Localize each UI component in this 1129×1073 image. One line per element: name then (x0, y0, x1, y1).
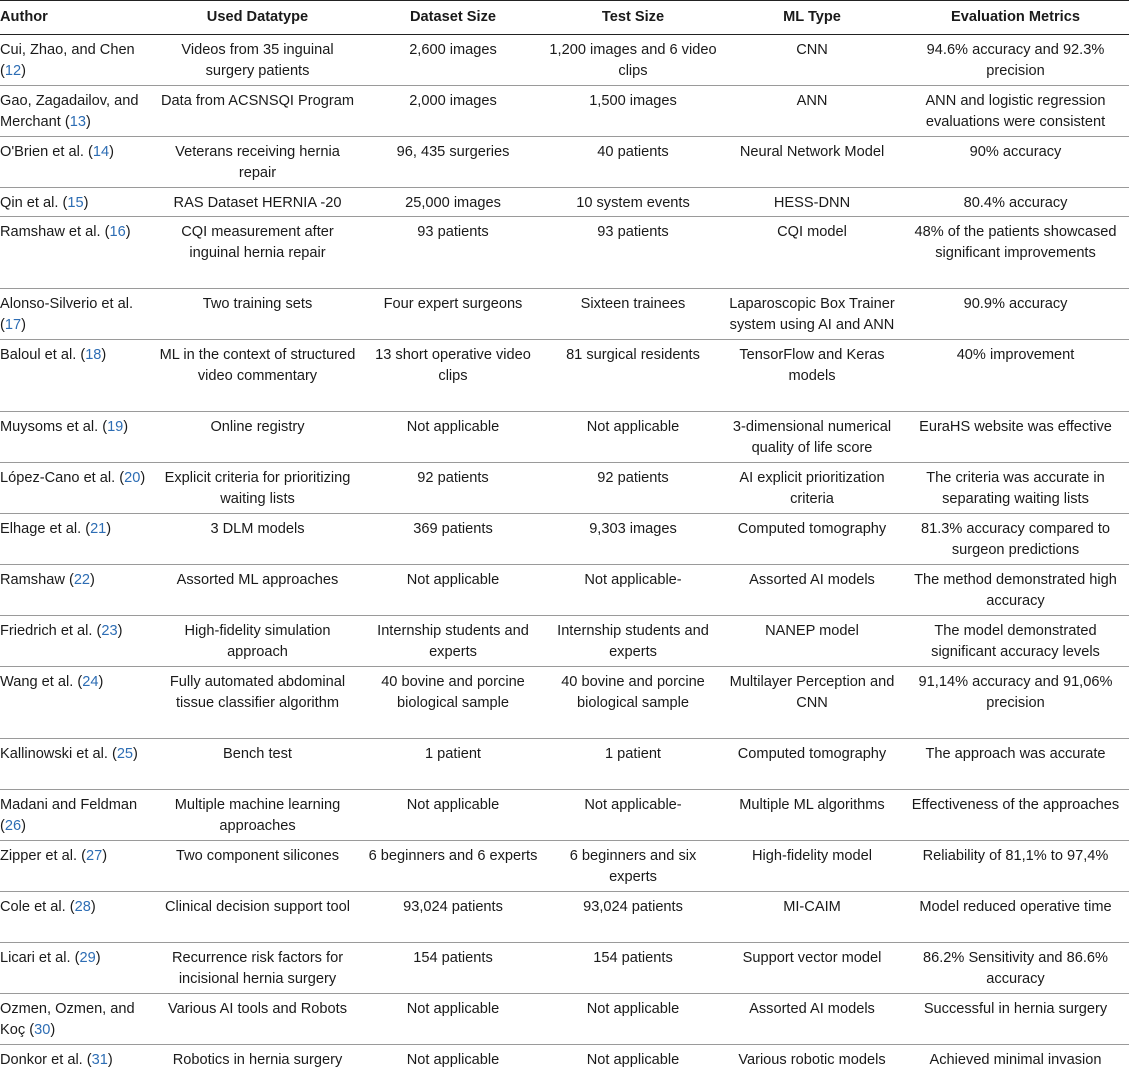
cell-author: Qin et al. (15) (0, 195, 89, 211)
cell-ml-type: MI-CAIM (783, 899, 841, 915)
cell-author: Wang et al. (24) (0, 674, 104, 690)
cell-dataset-size: 6 beginners and 6 experts (368, 848, 538, 864)
cell-used-datatype: Various AI tools and Robots (167, 1001, 347, 1017)
cell-ml-type: Multilayer Perception and CNN (729, 674, 895, 711)
cell-ml-type: AI explicit prioritization criteria (739, 470, 885, 507)
author-name: Kallinowski et al. (0, 746, 108, 762)
cell-evaluation-metrics: 48% of the patients showcased significant improvements (914, 224, 1117, 261)
author-name: Elhage et al. (0, 521, 82, 537)
author-name: Cole et al. (0, 899, 66, 915)
cell-dataset-size: 96, 435 surgeries (396, 144, 510, 160)
cell-author: Gao, Zagadailov, and Merchant (13) (0, 93, 139, 130)
table-row (0, 943, 1129, 994)
cell-evaluation-metrics: 94.6% accuracy and 92.3% precision (926, 42, 1105, 79)
cell-dataset-size: Not applicable (406, 572, 500, 588)
reference-link[interactable]: 31 (91, 1052, 108, 1068)
cell-used-datatype: Recurrence risk factors for incisional hernia surgery (171, 950, 344, 987)
cell-author: Zipper et al. (27) (0, 848, 108, 864)
table-row (0, 892, 1129, 943)
table-row (0, 514, 1129, 565)
cell-dataset-size: 2,000 images (409, 93, 497, 109)
reference-link[interactable]: 27 (85, 848, 103, 864)
table-row (0, 739, 1129, 790)
cell-ml-type: Laparoscopic Box Trainer system using AI and ANN (729, 296, 895, 333)
cell-used-datatype: Online registry (210, 419, 305, 435)
cell-used-datatype: Assorted ML approaches (176, 572, 339, 588)
reference-link[interactable]: 28 (74, 899, 91, 915)
reference-link[interactable]: 21 (90, 521, 107, 537)
cell-ml-type: CQI model (777, 224, 847, 240)
cell-test-size: Internship students and experts (557, 623, 709, 660)
author-name: Muysoms et al. (0, 419, 99, 435)
table-row (0, 137, 1129, 188)
cell-ml-type: Support vector model (742, 950, 882, 966)
cell-used-datatype: High-fidelity simulation approach (184, 623, 331, 660)
cell-test-size: 40 patients (597, 144, 669, 160)
cell-test-size: Not applicable (586, 1001, 680, 1017)
cell-test-size: 93,024 patients (583, 899, 683, 915)
cell-dataset-size: 92 patients (417, 470, 489, 486)
header-dataset-size: Dataset Size (362, 1, 544, 35)
author-name: Cui, Zhao, and Chen (0, 42, 135, 58)
cell-author: Licari et al. (29) (0, 950, 101, 966)
cell-dataset-size: 93 patients (417, 224, 489, 240)
table-row (0, 463, 1129, 514)
cell-evaluation-metrics: EuraHS website was effective (919, 419, 1112, 435)
header-evaluation-metrics: Evaluation Metrics (902, 1, 1129, 35)
table-row (0, 790, 1129, 841)
cell-dataset-size: Not applicable (406, 419, 500, 435)
reference-link[interactable]: 22 (73, 572, 91, 588)
cell-ml-type: 3-dimensional numerical quality of life score (732, 419, 892, 456)
cell-used-datatype: Explicit criteria for prioritizing waiting lists (164, 470, 351, 507)
cell-test-size: 10 system events (576, 195, 690, 211)
cell-ml-type: Neural Network Model (739, 144, 885, 160)
cell-evaluation-metrics: The model demonstrated significant accuracy levels (931, 623, 1100, 660)
cell-evaluation-metrics: Effectiveness of the approaches (911, 797, 1120, 813)
cell-author: Alonso-Silverio et al. (17) (0, 296, 134, 333)
table-row (0, 340, 1129, 412)
reference-link[interactable]: 14 (92, 144, 110, 160)
cell-test-size: 93 patients (597, 224, 669, 240)
cell-evaluation-metrics: 90% accuracy (969, 144, 1062, 160)
cell-dataset-size: 40 bovine and porcine biological sample (381, 674, 525, 711)
cell-ml-type: Assorted AI models (749, 572, 875, 588)
cell-test-size: Not applicable- (584, 572, 682, 588)
reference-link[interactable]: 15 (67, 195, 84, 211)
cell-evaluation-metrics: The approach was accurate (925, 746, 1106, 762)
cell-evaluation-metrics: 80.4% accuracy (963, 195, 1068, 211)
reference-link[interactable]: 30 (34, 1022, 51, 1038)
reference-link[interactable]: 19 (107, 419, 124, 435)
cell-evaluation-metrics: ANN and logistic regression evaluations were consistent (925, 93, 1106, 130)
cell-used-datatype: Clinical decision support tool (165, 899, 350, 915)
reference-link[interactable]: 18 (85, 347, 102, 363)
table-row (0, 1045, 1129, 1073)
table-header-row (0, 1, 1129, 35)
cell-author: Friedrich et al. (23) (0, 623, 123, 639)
cell-author: Cole et al. (28) (0, 899, 96, 915)
cell-test-size: Sixteen trainees (580, 296, 686, 312)
cell-ml-type: Computed tomography (737, 521, 887, 537)
table-row (0, 188, 1129, 217)
cell-dataset-size: 13 short operative video clips (375, 347, 531, 384)
reference-link[interactable]: 23 (101, 623, 118, 639)
cell-evaluation-metrics: Reliability of 81,1% to 97,4% (922, 848, 1109, 864)
cell-evaluation-metrics: Model reduced operative time (919, 899, 1112, 915)
cell-dataset-size: Not applicable (406, 797, 500, 813)
cell-evaluation-metrics: Successful in hernia surgery (923, 1001, 1108, 1017)
table-row (0, 412, 1129, 463)
table-row (0, 35, 1129, 86)
cell-test-size: Not applicable (586, 419, 680, 435)
table-row (0, 86, 1129, 137)
cell-author: Cui, Zhao, and Chen (12) (0, 42, 135, 79)
cell-used-datatype: 3 DLM models (210, 521, 305, 537)
cell-used-datatype: RAS Dataset HERNIA -20 (173, 195, 342, 211)
cell-ml-type: Computed tomography (737, 746, 887, 762)
author-name: Licari et al. (0, 950, 71, 966)
table-row (0, 616, 1129, 667)
cell-author: Baloul et al. (18) (0, 347, 107, 363)
author-name: Ramshaw et al. (0, 224, 101, 240)
cell-evaluation-metrics: The criteria was accurate in separating waiting lists (926, 470, 1105, 507)
cell-used-datatype: CQI measurement after inguinal hernia repair (181, 224, 334, 261)
author-name: Madani and Feldman (0, 797, 138, 813)
cell-author: Elhage et al. (21) (0, 521, 112, 537)
cell-test-size: 9,303 images (589, 521, 677, 537)
header-author: Author (0, 1, 153, 35)
cell-ml-type: Assorted AI models (749, 1001, 875, 1017)
cell-ml-type: Various robotic models (738, 1052, 886, 1068)
cell-evaluation-metrics: 81.3% accuracy compared to surgeon predictions (920, 521, 1110, 558)
cell-author: López-Cano et al. (20) (0, 470, 146, 486)
cell-ml-type: Multiple ML algorithms (739, 797, 885, 813)
cell-used-datatype: Two training sets (202, 296, 313, 312)
cell-dataset-size: 154 patients (413, 950, 493, 966)
reference-link[interactable]: 29 (79, 950, 96, 966)
author-name: Ozmen, Ozmen, and Koç (0, 1001, 135, 1038)
header-test-size: Test Size (544, 1, 722, 35)
cell-test-size: 6 beginners and six experts (569, 848, 697, 885)
cell-test-size: Not applicable (586, 1052, 680, 1068)
cell-used-datatype: Bench test (223, 746, 292, 762)
cell-dataset-size: Internship students and experts (377, 623, 529, 660)
author-name: O'Brien et al. (0, 144, 84, 160)
cell-used-datatype: Two component silicones (175, 848, 340, 864)
cell-dataset-size: 93,024 patients (403, 899, 503, 915)
reference-link[interactable]: 16 (109, 224, 126, 240)
cell-evaluation-metrics: The method demonstrated high accuracy (914, 572, 1117, 609)
cell-ml-type: HESS-DNN (773, 195, 851, 211)
cell-author: Ramshaw et al. (16) (0, 224, 131, 240)
cell-used-datatype: Veterans receiving hernia repair (175, 144, 340, 181)
cell-test-size: 1,200 images and 6 video clips (549, 42, 717, 79)
author-name: Gao, Zagadailov, and Merchant (0, 93, 139, 130)
table-body (0, 35, 1129, 1073)
cell-used-datatype: Videos from 35 inguinal surgery patients (181, 42, 334, 79)
cell-author: Madani and Feldman (26) (0, 797, 138, 834)
reference-link[interactable]: 24 (82, 674, 99, 690)
cell-used-datatype: Robotics in hernia surgery (172, 1052, 343, 1068)
cell-test-size: 81 surgical residents (566, 347, 700, 363)
reference-link[interactable]: 17 (4, 317, 22, 333)
cell-author: O'Brien et al. (14) (0, 144, 114, 160)
cell-used-datatype: ML in the context of structured video commentary (159, 347, 356, 384)
cell-evaluation-metrics: 90.9% accuracy (963, 296, 1068, 312)
cell-author: Donkor et al. (31) (0, 1052, 113, 1068)
cell-evaluation-metrics: 40% improvement (956, 347, 1075, 363)
cell-test-size: 92 patients (597, 470, 669, 486)
cell-dataset-size: Four expert surgeons (383, 296, 523, 312)
cell-author: Ozmen, Ozmen, and Koç (30) (0, 1001, 135, 1038)
cell-dataset-size: 369 patients (413, 521, 493, 537)
cell-dataset-size: 1 patient (425, 746, 481, 762)
cell-ml-type: CNN (796, 42, 828, 58)
author-name: López-Cano et al. (0, 470, 116, 486)
cell-ml-type: High-fidelity model (751, 848, 873, 864)
cell-used-datatype: Data from ACSNSQI Program (160, 93, 355, 109)
cell-evaluation-metrics: 91,14% accuracy and 91,06% precision (918, 674, 1113, 711)
table-row (0, 841, 1129, 892)
cell-test-size: Not applicable- (584, 797, 682, 813)
cell-used-datatype: Multiple machine learning approaches (174, 797, 341, 834)
cell-ml-type: TensorFlow and Keras models (739, 347, 885, 384)
cell-test-size: 40 bovine and porcine biological sample (561, 674, 705, 711)
cell-dataset-size: 25,000 images (405, 195, 501, 211)
table-row (0, 667, 1129, 739)
table-row (0, 565, 1129, 616)
reference-link[interactable]: 26 (4, 818, 22, 834)
author-name: Ramshaw (0, 572, 65, 588)
cell-author: Muysoms et al. (19) (0, 419, 129, 435)
cell-used-datatype: Fully automated abdominal tissue classifier algorithm (169, 674, 346, 711)
reference-link[interactable]: 12 (4, 63, 22, 79)
reference-link[interactable]: 25 (116, 746, 134, 762)
cell-dataset-size: Not applicable (406, 1001, 500, 1017)
header-ml-type: ML Type (722, 1, 902, 35)
author-name: Friedrich et al. (0, 623, 93, 639)
cell-dataset-size: 2,600 images (409, 42, 497, 58)
reference-link[interactable]: 20 (124, 470, 141, 486)
table-row (0, 994, 1129, 1045)
author-name: Donkor et al. (0, 1052, 83, 1068)
table-row (0, 217, 1129, 289)
cell-ml-type: NANEP model (765, 623, 859, 639)
cell-ml-type: ANN (796, 93, 828, 109)
cell-test-size: 154 patients (593, 950, 673, 966)
cell-evaluation-metrics: 86.2% Sensitivity and 86.6% accuracy (923, 950, 1108, 987)
header-used-datatype: Used Datatype (153, 1, 362, 35)
cell-author: Ramshaw (22) (0, 572, 95, 588)
reference-link[interactable]: 13 (69, 114, 86, 130)
author-name: Wang et al. (0, 674, 74, 690)
author-name: Baloul et al. (0, 347, 77, 363)
cell-test-size: 1,500 images (589, 93, 677, 109)
cell-evaluation-metrics: Achieved minimal invasion (929, 1052, 1102, 1068)
cell-test-size: 1 patient (605, 746, 661, 762)
author-name: Zipper et al. (0, 848, 78, 864)
cell-author: Kallinowski et al. (25) (0, 746, 138, 762)
cell-dataset-size: Not applicable (406, 1052, 500, 1068)
author-name: Qin et al. (0, 195, 59, 211)
author-name: Alonso-Silverio et al. (0, 296, 134, 312)
table-row (0, 289, 1129, 340)
